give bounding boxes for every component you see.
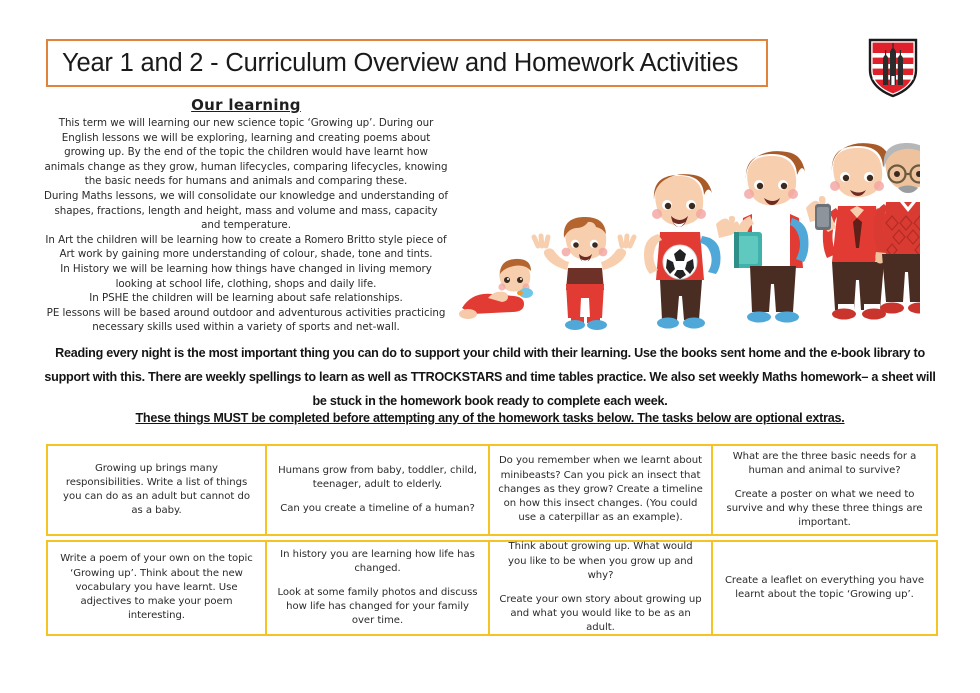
task-text: Can you create a timeline of a human?: [280, 503, 475, 515]
learning-paragraph: In History we will be learning how things have changed in living memory looking at school life, clothing, shops and daily life.: [60, 262, 432, 290]
task-text: Create a leaflet on everything you have learnt about the topic ‘Growing up’.: [724, 574, 925, 600]
task-text: Humans grow from baby, toddler, child, teenager, adult to elderly.: [278, 464, 477, 490]
must-complete-notice: [40, 411, 940, 425]
task-cell[interactable]: [713, 446, 936, 534]
growth-stages-illustration: [448, 112, 920, 332]
page-header: [0, 0, 980, 100]
must-complete-text: These things MUST be completed before attempting any of the homework tasks below. The tasks below are optional extras.: [135, 411, 845, 425]
learning-paragraph: In PSHE the children will be learning about safe relationships.: [89, 292, 403, 305]
task-cell[interactable]: [490, 542, 713, 634]
task-text: What are the three basic needs for a human and animal to survive?: [732, 450, 917, 476]
task-text: Think about growing up. What would you like to be when you grow up and why?: [508, 541, 693, 581]
task-cell[interactable]: [267, 446, 490, 534]
learning-paragraph: During Maths lessons, we will consolidate our knowledge and understanding of shapes, fractions, length and height, mass and volume and mass, capacity and temperature.: [44, 189, 448, 232]
task-cell[interactable]: [713, 542, 936, 634]
figure-teenager: [734, 151, 830, 322]
figure-child: [644, 174, 739, 328]
task-cell[interactable]: [267, 542, 490, 634]
figure-baby: [459, 259, 533, 319]
reading-notice: Reading every night is the most important thing you can do to support your child with their learning. Use the books sent home and the e-book library to support with this. There are weekly spellings to learn as well as TTROCKSTARS and time tables practice. We also set weekly Maths homework– a sheet will be stuck in the homework book ready to complete each week.: [44, 346, 936, 408]
task-text: Look at some family photos and discuss how life has changed for your family over time.: [277, 586, 478, 627]
learning-paragraph: PE lessons will be based around outdoor and adventurous activities practicing necessary skills used within a variety of sports and net-wall.: [46, 306, 446, 334]
task-text: In history you are learning how life has changed.: [280, 548, 475, 574]
our-learning-heading: Our learning: [191, 96, 301, 114]
task-cell[interactable]: [48, 542, 267, 634]
task-text: Create a poster on what we need to survive and why these three things are important.: [726, 488, 923, 529]
task-cell[interactable]: [48, 446, 267, 534]
table-row: [46, 444, 938, 536]
school-crest-icon: [866, 36, 920, 98]
page-title-box: [46, 39, 768, 87]
task-text: Write a poem of your own on the topic ‘Growing up’. Think about the new vocabulary you have learnt. Use adjectives to make your poem interesting.: [60, 553, 253, 622]
figure-toddler: [534, 217, 634, 330]
task-text: Do you remember when we learnt about minibeasts? Can you pick an insect that changes as they grow? Create a timeline on how this insect changes. (You could use a caterpillar as an example).: [498, 455, 703, 524]
task-text: Growing up brings many responsibilities. Write a list of things you can do as an adult but cannot do as a baby.: [63, 462, 250, 517]
page-title: Year 1 and 2 - Curriculum Overview and Homework Activities: [62, 48, 739, 77]
task-cell[interactable]: [490, 446, 713, 534]
task-text: Create your own story about growing up and what you would like to be as an adult.: [499, 594, 702, 634]
learning-paragraph: This term we will learning our new science topic ‘Growing up’. During our English lessons we will be exploring, learning and creating poems about growing up. By the end of the topic the children would have learnt how animals change as they grow, human lifecycles, comparing lifecycles, knowing the basic needs for humans and animals and comparing these.: [44, 117, 448, 188]
our-learning-section: [44, 96, 448, 335]
homework-task-table: [46, 444, 938, 636]
learning-paragraph: In Art the children will be learning how to create a Romero Britto style piece of Art work by gaining more understanding of colour, shade, tone and tints.: [45, 233, 447, 261]
table-row: [46, 540, 938, 636]
